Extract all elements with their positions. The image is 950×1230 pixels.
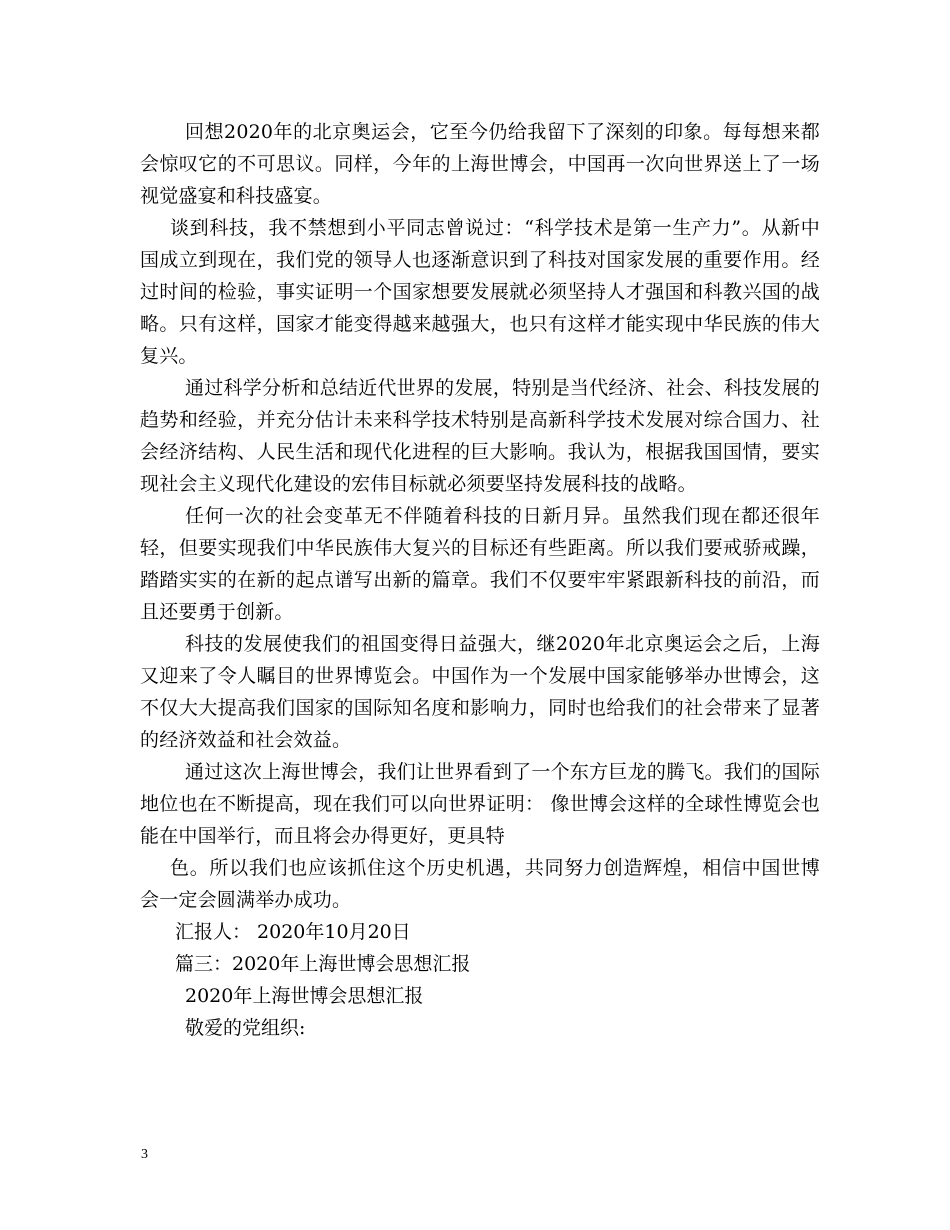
- paragraph-5: 科技的发展使我们的祖国变得日益强大，继2020年北京奥运会之后，上海又迎来了令人瞩目的世界博览会。中国作为一个发展中国家能够举办世博会，这不仅大大提高我们国家的国际知名度和影响力，同时也给我们的社会带来了显著的经济效益和社会效益。: [140, 633, 820, 751]
- paragraph-7: 色。所以我们也应该抓住这个历史机遇，共同努力创造辉煌，相信中国世博会一定会圆满举办成功。: [140, 857, 820, 911]
- document-body: [140, 116, 820, 1044]
- salutation: 敬爱的党组织:: [185, 1017, 306, 1039]
- section-heading: 篇三：2020年上海世博会思想汇报: [175, 953, 471, 975]
- reporter-line: 汇报人： 2020年10月20日: [175, 921, 411, 943]
- paragraph-1: 回想2020年的北京奥运会，它至今仍给我留下了深刻的印象。每每想来都会惊叹它的不可思议。同样，今年的上海世博会，中国再一次向世界送上了一场视觉盛宴和科技盛宴。: [140, 121, 820, 207]
- paragraph-4: 任何一次的社会变革无不伴随着科技的日新月异。虽然我们现在都还很年轻，但要实现我们中华民族伟大复兴的目标还有些距离。所以我们要戒骄戒躁，踏踏实实的在新的起点谱写出新的篇章。我们不仅要牢牢紧跟新科技的前沿，而且还要勇于创新。: [140, 505, 820, 623]
- page-number: 3: [141, 1147, 148, 1162]
- paragraph-2: 谈到科技，我不禁想到小平同志曾说过：“科学技术是第一生产力”。从新中国成立到现在，我们党的领导人也逐渐意识到了科技对国家发展的重要作用。经过时间的检验，事实证明一个国家想要发展就必须坚持人才强国和科教兴国的战略。只有这样，国家才能变得越来越强大，也只有这样才能实现中华民族的伟大复兴。: [140, 217, 820, 367]
- paragraph-3: 通过科学分析和总结近代世界的发展，特别是当代经济、社会、科技发展的趋势和经验，并充分估计未来科学技术特别是高新科学技术发展对综合国力、社会经济结构、人民生活和现代化进程的巨大影响。我认为，根据我国国情，要实现社会主义现代化建设的宏伟目标就必须要坚持发展科技的战略。: [140, 377, 820, 495]
- document-title: 2020年上海世博会思想汇报: [185, 985, 424, 1007]
- paragraph-6: 通过这次上海世博会，我们让世界看到了一个东方巨龙的腾飞。我们的国际地位也在不断提高，现在我们可以向世界证明： 像世博会这样的全球性博览会也能在中国举行，而且将会办得更好，更具特: [140, 761, 820, 847]
